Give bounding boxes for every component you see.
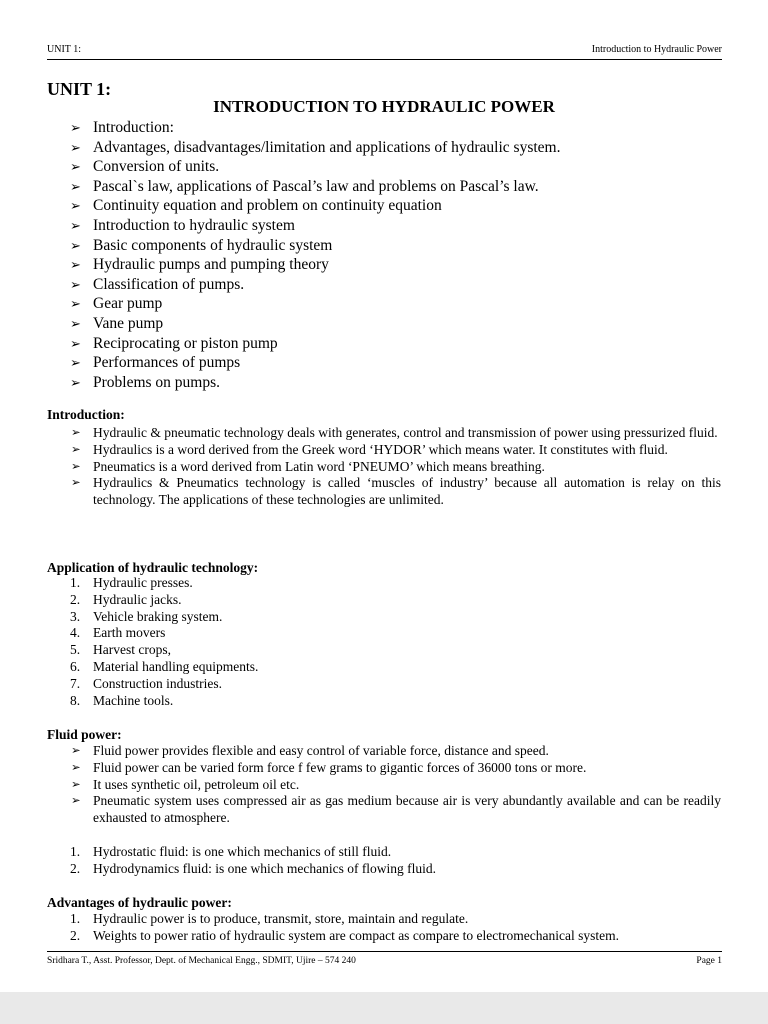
topic-item: ➢ Classification of pumps. bbox=[70, 275, 245, 293]
arrow-bullet-icon: ➢ bbox=[71, 761, 81, 774]
list-item: 6. Material handling equipments. bbox=[70, 658, 259, 674]
list-item: 8. Machine tools. bbox=[70, 692, 174, 708]
introduction-list bbox=[71, 425, 721, 509]
advantages-list bbox=[66, 911, 726, 945]
list-item: ➢ Hydraulic & pneumatic technology deals with generates, control and transmission of power using pressurized fluid. bbox=[71, 425, 718, 440]
footer-author: Sridhara T., Asst. Professor, Dept. of Mechanical Engg., SDMIT, Ujire – 574 240 bbox=[47, 956, 356, 966]
list-item: ➢ It uses synthetic oil, petroleum oil etc. bbox=[71, 776, 300, 792]
list-item: ➢ Pneumatic system uses compressed air as gas medium because air is very abundantly available and can be readily exhausted to atmosphere. bbox=[71, 793, 721, 826]
list-item: 2. Hydraulic jacks. bbox=[70, 591, 182, 607]
arrow-bullet-icon: ➢ bbox=[70, 178, 81, 194]
list-item: 1. Hydraulic power is to produce, transmit, store, maintain and regulate. bbox=[70, 911, 469, 926]
list-item: ➢ Pneumatics is a word derived from Latin word ‘PNEUMO’ which means breathing. bbox=[71, 458, 545, 474]
arrow-bullet-icon: ➢ bbox=[70, 217, 81, 233]
arrow-bullet-icon: ➢ bbox=[70, 355, 81, 371]
arrow-bullet-icon: ➢ bbox=[70, 237, 81, 253]
arrow-bullet-icon: ➢ bbox=[70, 120, 81, 135]
page-header bbox=[47, 44, 722, 60]
list-item: 2. Hydrodynamics fluid: is one which mechanics of flowing fluid. bbox=[70, 860, 437, 876]
topic-item: ➢ Vane pump bbox=[70, 314, 164, 332]
arrow-bullet-icon: ➢ bbox=[71, 427, 81, 439]
arrow-bullet-icon: ➢ bbox=[71, 477, 81, 490]
topic-item: ➢ Introduction to hydraulic system bbox=[70, 216, 295, 234]
arrow-bullet-icon: ➢ bbox=[70, 296, 81, 312]
arrow-bullet-icon: ➢ bbox=[70, 139, 81, 155]
topic-item: ➢ Reciprocating or piston pump bbox=[70, 334, 278, 352]
topic-item: ➢ Advantages, disadvantages/limitation and applications of hydraulic system. bbox=[70, 138, 561, 156]
topic-item: ➢ Performances of pumps bbox=[70, 354, 241, 372]
topic-item: ➢ Conversion of units. bbox=[70, 158, 220, 176]
header-right: Introduction to Hydraulic Power bbox=[591, 44, 722, 55]
arrow-bullet-icon: ➢ bbox=[70, 159, 81, 175]
list-item: 7. Construction industries. bbox=[70, 675, 222, 691]
topics-list bbox=[70, 118, 710, 392]
header-left: UNIT 1: bbox=[47, 44, 81, 55]
arrow-bullet-icon: ➢ bbox=[71, 745, 81, 757]
list-item: ➢ Hydraulics & Pneumatics technology is called ‘muscles of industry’ because all automation is relay on this technology. The applications of these technologies are unlimited. bbox=[71, 475, 721, 508]
topic-item: ➢ Gear pump bbox=[70, 295, 163, 313]
list-item: 1. Hydrostatic fluid: is one which mechanics of still fluid. bbox=[70, 844, 392, 859]
arrow-bullet-icon: ➢ bbox=[71, 443, 81, 456]
application-list bbox=[66, 575, 726, 709]
main-title: INTRODUCTION TO HYDRAULIC POWER bbox=[213, 97, 555, 116]
page-number: Page 1 bbox=[696, 956, 722, 966]
introduction-heading: Introduction: bbox=[47, 407, 125, 422]
arrow-bullet-icon: ➢ bbox=[71, 460, 81, 473]
topic-item: ➢ Continuity equation and problem on continuity equation bbox=[70, 197, 442, 215]
fluid-power-list bbox=[71, 743, 721, 827]
arrow-bullet-icon: ➢ bbox=[70, 315, 81, 331]
topic-item: ➢ Pascal`s law, applications of Pascal’s law and problems on Pascal’s law. bbox=[70, 177, 539, 195]
arrow-bullet-icon: ➢ bbox=[70, 374, 81, 390]
topic-item: ➢ Introduction: bbox=[70, 119, 174, 136]
application-heading: Application of hydraulic technology: bbox=[47, 560, 259, 575]
list-item: 1. Hydraulic presses. bbox=[70, 575, 193, 590]
list-item: ➢ Hydraulics is a word derived from the Greek word ‘HYDOR’ which means water. It constitutes with fluid. bbox=[71, 441, 668, 457]
arrow-bullet-icon: ➢ bbox=[70, 335, 81, 351]
topic-item: ➢ Hydraulic pumps and pumping theory bbox=[70, 256, 329, 274]
page-footer bbox=[47, 951, 722, 967]
list-item: 5. Harvest crops, bbox=[70, 642, 171, 658]
list-item: 2. Weights to power ratio of hydraulic system are compact as compare to electromechanical system. bbox=[70, 927, 619, 943]
list-item: ➢ Fluid power can be varied form force f few grams to gigantic forces of 36000 tons or more. bbox=[71, 759, 587, 775]
arrow-bullet-icon: ➢ bbox=[71, 778, 81, 791]
arrow-bullet-icon: ➢ bbox=[70, 257, 81, 273]
list-item: ➢ Fluid power provides flexible and easy control of variable force, distance and speed. bbox=[71, 743, 549, 758]
arrow-bullet-icon: ➢ bbox=[70, 198, 81, 214]
unit-title: UNIT 1: bbox=[47, 79, 112, 99]
fluid-types-list bbox=[66, 844, 726, 878]
arrow-bullet-icon: ➢ bbox=[70, 276, 81, 292]
topic-item: ➢ Basic components of hydraulic system bbox=[70, 236, 333, 254]
list-item: 4. Earth movers bbox=[70, 625, 166, 641]
topic-item: ➢ Problems on pumps. bbox=[70, 373, 221, 391]
fluid-power-heading: Fluid power: bbox=[47, 727, 122, 742]
arrow-bullet-icon: ➢ bbox=[71, 795, 81, 808]
advantages-heading: Advantages of hydraulic power: bbox=[47, 895, 232, 910]
list-item: 3. Vehicle braking system. bbox=[70, 608, 223, 624]
